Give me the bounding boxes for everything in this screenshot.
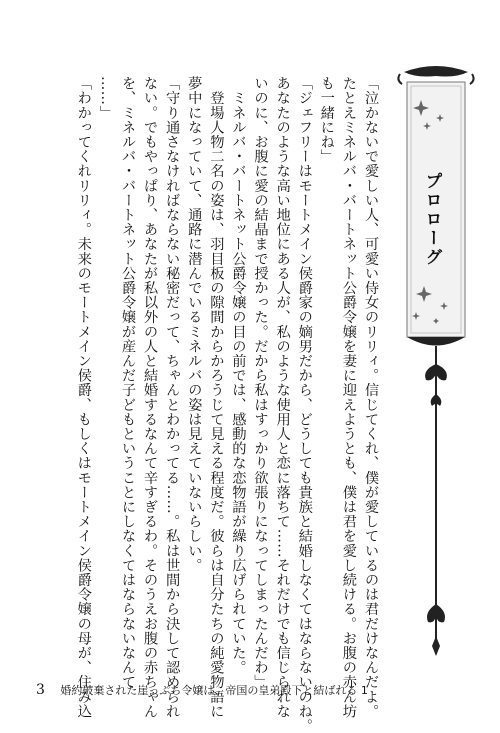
text-line: 「守り通さなければならない秘密だって、ちゃんとわかってる……。私は世間から決して認められ xyxy=(164,76,181,719)
text-line: いのに、お腹に愛の結晶まで授かった。だから私はすっかり欲張りになってしまったんだわ」 xyxy=(252,76,269,690)
text-line: 登場人物二名の姿は、羽目板の隙間からかろうじて見える程度だ。彼らは自分たちの純愛物語に xyxy=(208,76,225,719)
text-line: 「わかってくれリリィ。未来のモートメイン侯爵、もしくはモートメイン侯爵令嬢の母が、住み込 xyxy=(75,76,92,719)
ornament-frame-graphic xyxy=(394,64,478,664)
text-line: ミネルバ・バートネット公爵令嬢の目の前では、感動的な恋物語が繰り広げられていた。 xyxy=(230,76,247,675)
chapter-title: プロローグ xyxy=(421,172,442,267)
page-number: 3 xyxy=(36,682,45,698)
chapter-ornament xyxy=(394,64,478,664)
text-line: 「ジェフリーはモートメイン侯爵家の嫡男だから、どうしても貴族と結婚しなくてはならないのね。 xyxy=(296,76,313,733)
text-line: あなたのような高い地位にある人が、私のような使用人と恋に落ちて……それだけでも信じられな xyxy=(274,76,291,719)
page-footer xyxy=(36,682,368,698)
running-title: 婚約破棄された崖っぷち令嬢は、帝国の皇弟殿下と結ばれる 1 xyxy=(60,684,368,697)
text-line: も一緒にね」 xyxy=(318,76,335,164)
text-line: 夢中になっていて、通路に潜んでいるミネルバの姿は見えていないらしい。 xyxy=(186,76,203,573)
text-line: たとえミネルバ・バートネット公爵令嬢を妻に迎えようとも、僕は君を愛し続ける。お腹の赤ん坊 xyxy=(340,76,357,719)
text-line: ……」 xyxy=(97,76,114,120)
text-line: ない。でもやっぱり、あなたが私以外の人と結婚するなんて辛すぎるわ。そのうえお腹の赤ちゃん xyxy=(142,76,159,719)
text-line: を、ミネルバ・バートネット公爵令嬢が産んだ子どもということにしなくてはならないなんて xyxy=(119,76,136,690)
text-line: 「泣かないで愛しい人、可愛い侍女のリリィ。信じてくれ、僕が愛しているのは君だけなんだよ。 xyxy=(363,76,379,719)
